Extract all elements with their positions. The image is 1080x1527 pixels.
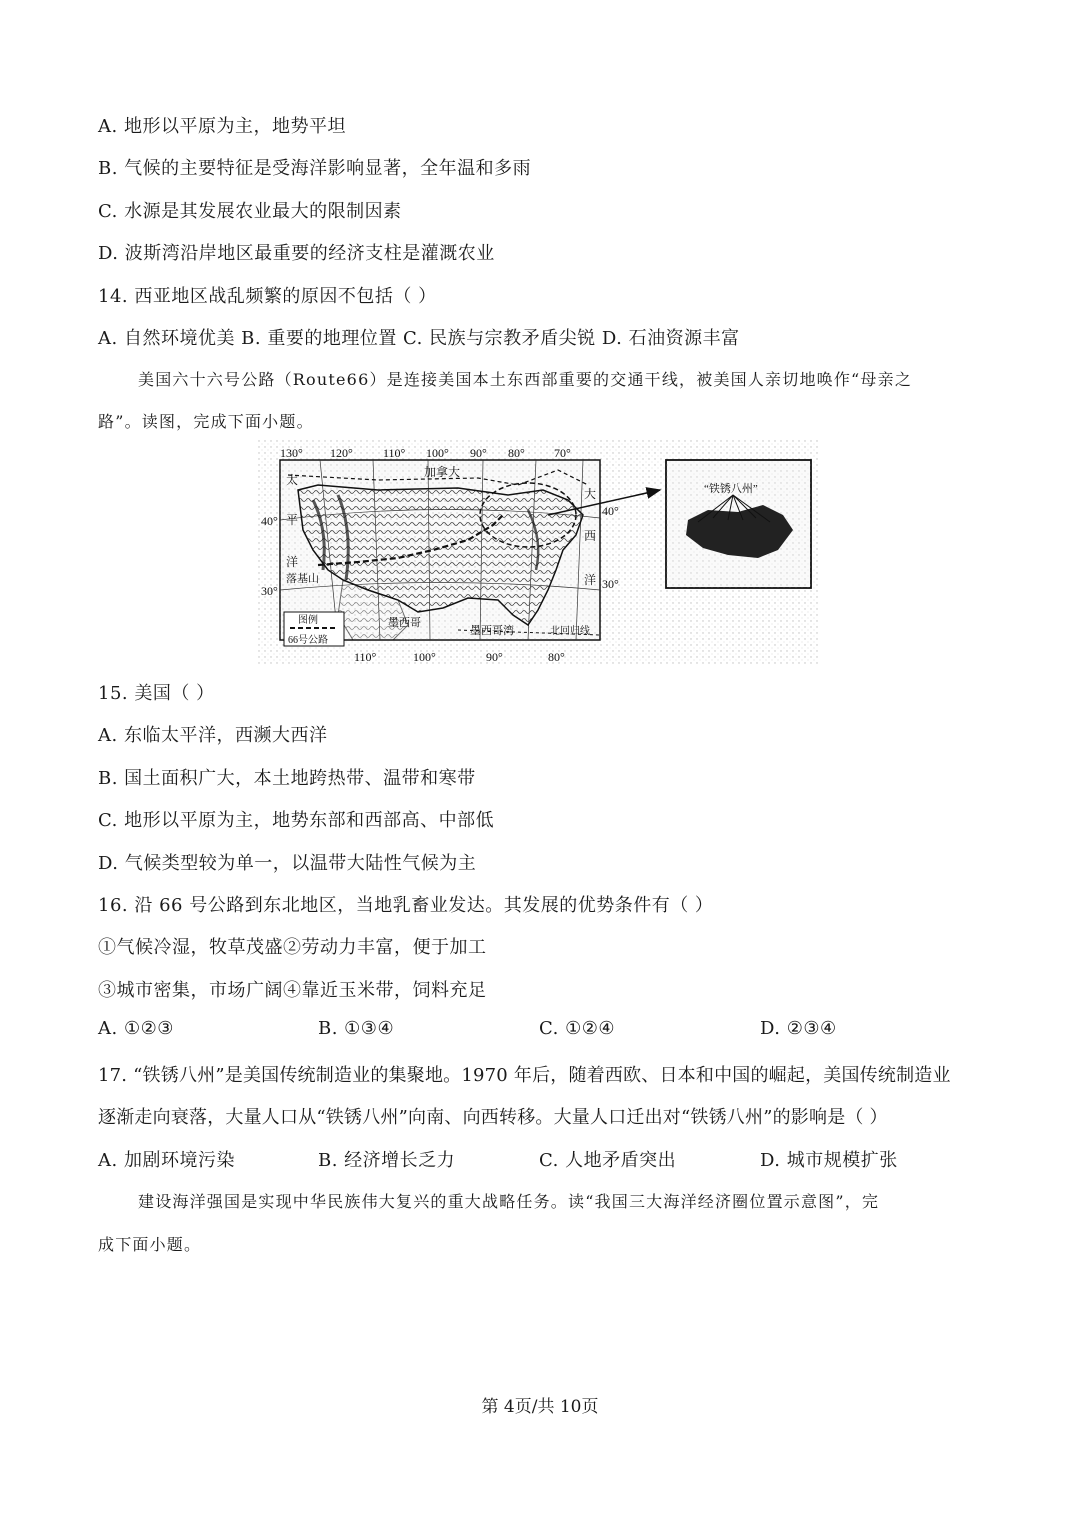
q15-stem: 15. 美国（ ） [98, 683, 215, 704]
q15-option-a: A. 东临太平洋，西濒大西洋 [98, 725, 328, 746]
map-label-atlantic-2: 西 [584, 529, 597, 543]
q15-option-b: B. 国土面积广大，本土地跨热带、温带和寒带 [98, 768, 476, 789]
map-label-mexico: 墨西哥 [388, 617, 421, 629]
map-label-atlantic-3: 洋 [584, 573, 597, 587]
map-lon-100: 100° [426, 446, 449, 460]
q17-option-c: C. 人地矛盾突出 [539, 1150, 677, 1171]
route66-intro-line2: 路”。读图，完成下面小题。 [98, 412, 314, 431]
q17-option-b: B. 经济增长乏力 [318, 1150, 456, 1171]
q13-option-d: D. 波斯湾沿岸地区最重要的经济支柱是灌溉农业 [98, 243, 495, 264]
q14-options: A. 自然环境优美 B. 重要的地理位置 C. 民族与宗教矛盾尖锐 D. 石油资源丰富 [98, 328, 740, 349]
ocean-intro-line1: 建设海洋强国是实现中华民族伟大复兴的重大战略任务。读“我国三大海洋经济圈位置示意图”，完 [138, 1192, 880, 1211]
q17-option-d: D. 城市规模扩张 [760, 1150, 898, 1171]
q13-option-a: A. 地形以平原为主，地势平坦 [98, 116, 346, 137]
q15-option-c: C. 地形以平原为主，地势东部和西部高、中部低 [98, 810, 495, 831]
map-label-pacific-1: 太 [286, 473, 299, 487]
q16-statement-line2: ③城市密集，市场广阔④靠近玉米带，饲料充足 [98, 980, 487, 1001]
map-label-tropic: 北回归线 [550, 626, 590, 637]
legend-route66: 66号公路 [288, 635, 328, 646]
map-bottom-lon-100: 100° [413, 650, 436, 664]
map-right-lat-40: 40° [602, 504, 619, 518]
map-lat-30: 30° [261, 584, 278, 598]
q13-option-c: C. 水源是其发展农业最大的限制因素 [98, 201, 402, 222]
map-label-rockies: 落基山 [286, 573, 319, 585]
map-label-pacific-3: 洋 [286, 555, 299, 569]
q17-stem-line2: 逐渐走向衰落，大量人口从“铁锈八州”向南、向西转移。大量人口迁出对“铁锈八州”的影响是（ ） [98, 1107, 888, 1128]
q16-statement-line1: ①气候冷湿，牧草茂盛②劳动力丰富，便于加工 [98, 937, 487, 958]
map-lon-90: 90° [470, 446, 487, 460]
map-bottom-lon-90: 90° [486, 650, 503, 664]
map-lat-40: 40° [261, 514, 278, 528]
map-label-pacific-2: 平 [286, 513, 299, 527]
q16-option-c: C. ①②④ [539, 1018, 615, 1039]
legend-title: 图例 [298, 615, 318, 626]
map-lon-130: 130° [280, 446, 303, 460]
q16-stem: 16. 沿 66 号公路到东北地区，当地乳畜业发达。其发展的优势条件有（ ） [98, 895, 714, 916]
map-bottom-lon-110: 110° [354, 650, 377, 664]
map-label-gulf: 墨西哥湾 [470, 625, 514, 637]
q17-option-a: A. 加剧环境污染 [98, 1150, 235, 1171]
q16-option-b: B. ①③④ [318, 1018, 395, 1039]
q14-stem: 14. 西亚地区战乱频繁的原因不包括（ ） [98, 286, 437, 307]
page-footer: 第 4页/共 10页 [481, 1397, 599, 1417]
route66-intro-line1: 美国六十六号公路（Route66）是连接美国本土东西部重要的交通干线，被美国人亲切地唤作“母亲之 [138, 370, 913, 389]
q17-stem-line1: 17. “铁锈八州”是美国传统制造业的集聚地。1970 年后，随着西欧、日本和中国的崛起，美国传统制造业 [98, 1065, 951, 1086]
map-lon-70: 70° [554, 446, 571, 460]
map-lon-80: 80° [508, 446, 525, 460]
map-lon-110: 110° [383, 446, 406, 460]
q13-option-b: B. 气候的主要特征是受海洋影响显著，全年温和多雨 [98, 158, 532, 179]
ocean-intro-line2: 成下面小题。 [98, 1235, 202, 1254]
map-lon-120: 120° [330, 446, 353, 460]
inset-label-rust-belt: “铁锈八州” [704, 483, 758, 495]
map-label-canada: 加拿大 [424, 465, 461, 479]
q16-option-d: D. ②③④ [760, 1018, 837, 1039]
q16-option-a: A. ①②③ [98, 1018, 174, 1039]
map-bottom-lon-80: 80° [548, 650, 565, 664]
q15-option-d: D. 气候类型较为单一，以温带大陆性气候为主 [98, 853, 477, 874]
usa-route66-map [258, 440, 818, 665]
map-right-lat-30: 30° [602, 577, 619, 591]
map-label-atlantic-1: 大 [584, 487, 597, 501]
